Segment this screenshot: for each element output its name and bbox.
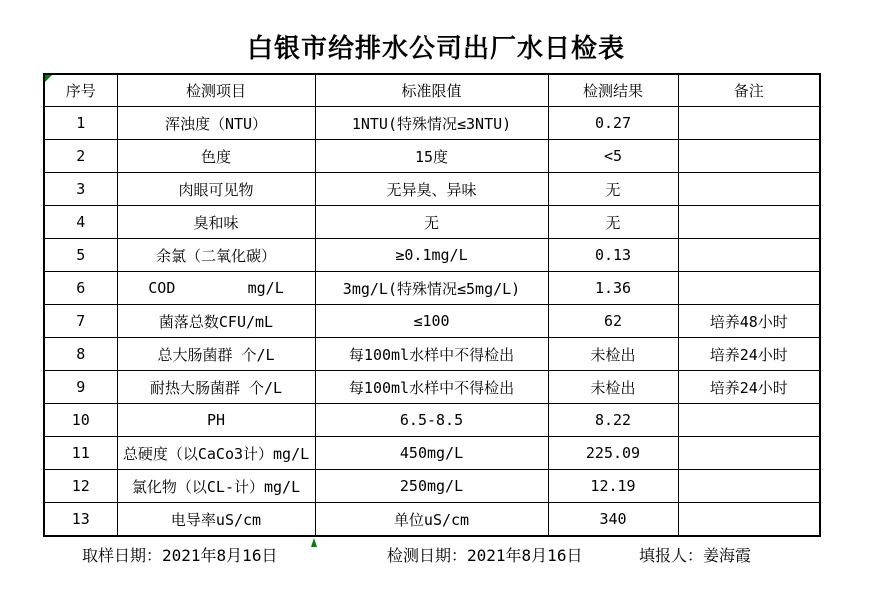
cell-result: 12.19: [548, 470, 678, 503]
cell-no: 8: [44, 338, 117, 371]
reporter-label: 填报人：: [639, 546, 704, 565]
cell-remark: [678, 173, 820, 206]
table-row: [44, 272, 820, 305]
cell-item: 色度: [117, 140, 315, 173]
col-header-item: 检测项目: [117, 74, 315, 107]
cell-item: 耐热大肠菌群 个/L: [117, 371, 315, 404]
cell-remark: [678, 239, 820, 272]
table-row: [44, 371, 820, 404]
cell-result: 225.09: [548, 437, 678, 470]
col-header-result: 检测结果: [548, 74, 678, 107]
cell-item: 氯化物（以CL-计）mg/L: [117, 470, 315, 503]
table-row: [44, 206, 820, 239]
cell-item: PH: [117, 404, 315, 437]
cell-limit: 15度: [315, 140, 548, 173]
cell-limit: 无: [315, 206, 548, 239]
cell-result: 340: [548, 503, 678, 537]
cell-no: 7: [44, 305, 117, 338]
cell-no: 6: [44, 272, 117, 305]
cell-item: COD mg/L: [117, 272, 315, 305]
table-row: [44, 470, 820, 503]
cell-no: 12: [44, 470, 117, 503]
bottom-cell-marker-icon: [311, 538, 317, 547]
report-title: 白银市给排水公司出厂水日检表: [246, 34, 625, 64]
cell-no: 9: [44, 371, 117, 404]
cell-result: <5: [548, 140, 678, 173]
cell-item: 臭和味: [117, 206, 315, 239]
cell-no: 5: [44, 239, 117, 272]
col-header-no: 序号: [44, 74, 117, 107]
cell-limit: 无异臭、异味: [315, 173, 548, 206]
cell-remark: [678, 107, 820, 140]
testing-date-value: 2021年8月16日: [467, 546, 583, 565]
table-row: [44, 107, 820, 140]
sampling-date-label: 取样日期：: [82, 546, 163, 565]
table-row: [44, 404, 820, 437]
cell-remark: [678, 437, 820, 470]
cell-remark: [678, 140, 820, 173]
cell-result: 0.27: [548, 107, 678, 140]
cell-remark: [678, 470, 820, 503]
cell-remark: [678, 206, 820, 239]
cell-result: 未检出: [548, 338, 678, 371]
cell-item: 浑浊度（NTU）: [117, 107, 315, 140]
table-row: [44, 503, 820, 537]
cell-result: 1.36: [548, 272, 678, 305]
header-row: [44, 74, 820, 107]
cell-limit: 1NTU(特殊情况≤3NTU): [315, 107, 548, 140]
cell-limit: 每100ml水样中不得检出: [315, 371, 548, 404]
cell-item: 总硬度（以CaCo3计）mg/L: [117, 437, 315, 470]
cell-no: 11: [44, 437, 117, 470]
col-header-remark: 备注: [678, 74, 820, 107]
cell-limit: ≥0.1mg/L: [315, 239, 548, 272]
cell-limit: 450mg/L: [315, 437, 548, 470]
col-header-limit: 标准限值: [315, 74, 548, 107]
cell-item: 菌落总数CFU/mL: [117, 305, 315, 338]
cell-error-marker-icon: [45, 75, 52, 82]
sampling-date: [82, 543, 277, 566]
cell-item: 肉眼可见物: [117, 173, 315, 206]
cell-remark: [678, 272, 820, 305]
reporter-value: 姜海霞: [703, 546, 752, 565]
table-row: [44, 437, 820, 470]
cell-remark: [678, 404, 820, 437]
table-row: [44, 305, 820, 338]
reporter: [639, 543, 751, 566]
cell-limit: 250mg/L: [315, 470, 548, 503]
cell-limit: 6.5-8.5: [315, 404, 548, 437]
cell-result: 未检出: [548, 371, 678, 404]
sampling-date-value: 2021年8月16日: [162, 546, 278, 565]
cell-remark: [678, 503, 820, 537]
cell-no: 10: [44, 404, 117, 437]
cell-no: 3: [44, 173, 117, 206]
cell-result: 无: [548, 173, 678, 206]
table-row: [44, 338, 820, 371]
table-row: [44, 239, 820, 272]
cell-item: 总大肠菌群 个/L: [117, 338, 315, 371]
cell-item: 电导率uS/cm: [117, 503, 315, 537]
cell-remark: 培养24小时: [678, 371, 820, 404]
cell-limit: ≤100: [315, 305, 548, 338]
cell-result: 8.22: [548, 404, 678, 437]
cell-remark: 培养48小时: [678, 305, 820, 338]
cell-result: 0.13: [548, 239, 678, 272]
cell-result: 62: [548, 305, 678, 338]
cell-result: 无: [548, 206, 678, 239]
cell-no: 2: [44, 140, 117, 173]
cell-item: 余氯（二氧化碳）: [117, 239, 315, 272]
table-row: [44, 140, 820, 173]
testing-date: [387, 543, 582, 566]
cell-remark: 培养24小时: [678, 338, 820, 371]
testing-date-label: 检测日期：: [387, 546, 468, 565]
table-row: [44, 173, 820, 206]
daily-check-table: [43, 73, 821, 537]
cell-no: 1: [44, 107, 117, 140]
cell-no: 13: [44, 503, 117, 537]
cell-limit: 3mg/L(特殊情况≤5mg/L): [315, 272, 548, 305]
cell-no: 4: [44, 206, 117, 239]
cell-limit: 每100ml水样中不得检出: [315, 338, 548, 371]
cell-limit: 单位uS/cm: [315, 503, 548, 537]
